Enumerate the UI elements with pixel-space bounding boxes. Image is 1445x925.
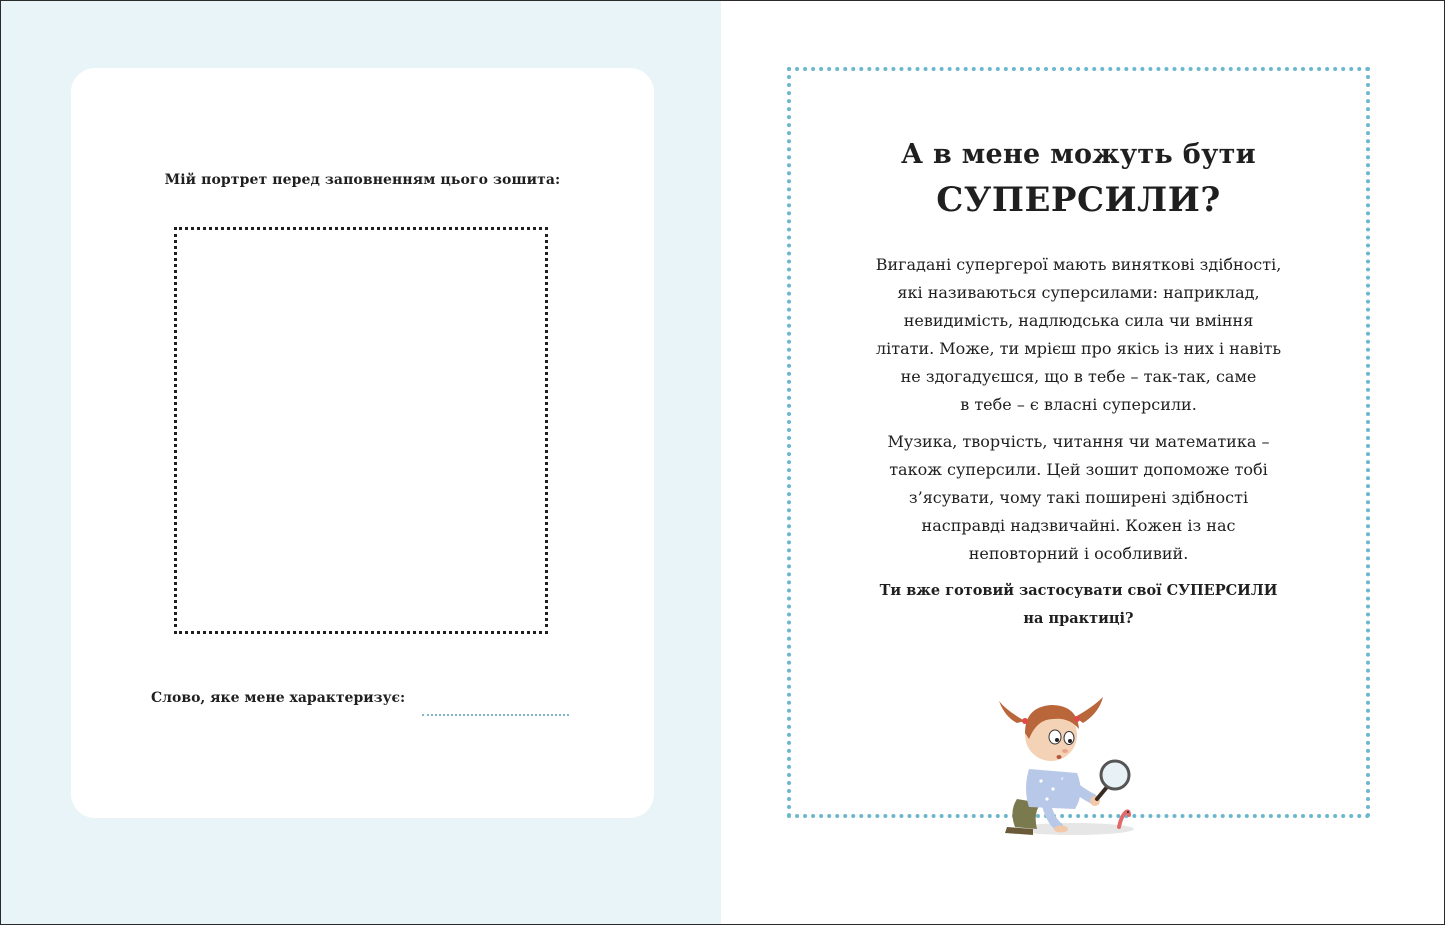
- portrait-drawing-area[interactable]: [174, 227, 548, 634]
- text-line: не здогадуєшся, що в тебе – так-так, саме: [900, 367, 1257, 386]
- word-label: Слово, яке мене характеризує:: [151, 690, 406, 706]
- portrait-caption: Мій портрет перед заповненням цього зошита:: [164, 172, 561, 188]
- paragraph-intro: [837, 251, 1320, 419]
- text-line: Ти вже готовий застосувати свої СУПЕРСИЛИ: [879, 582, 1278, 599]
- text-line: в тебе – є власні суперсили.: [960, 395, 1197, 414]
- text-line: Вигадані супергерої мають виняткові здібності,: [875, 255, 1282, 274]
- text-line: на практиці?: [1023, 610, 1134, 627]
- paragraph-superpowers: [837, 428, 1320, 568]
- text-line: невидимість, надлюдська сила чи вміння: [903, 311, 1254, 330]
- girl-magnifier-illustration: [989, 681, 1169, 841]
- right-page: [721, 1, 1443, 924]
- text-line: які називаються суперсилами: наприклад,: [897, 283, 1260, 302]
- text-line: Музика, творчість, читання чи математика –: [887, 432, 1270, 451]
- page-title-line1: А в мене можуть бути: [900, 139, 1257, 170]
- text-line: насправді надзвичайні. Кожен із нас: [921, 516, 1236, 535]
- text-line: неповторний і особливий.: [968, 544, 1189, 563]
- paragraph-question: [837, 577, 1320, 633]
- word-answer-line[interactable]: [422, 714, 569, 716]
- left-page: [1, 1, 721, 924]
- page-title-line2: СУПЕРСИЛИ?: [936, 180, 1221, 220]
- portrait-card: [71, 68, 654, 818]
- text-line: з’ясувати, чому такі поширені здібності: [908, 488, 1249, 507]
- text-line: літати. Може, ти мрієш про якісь із них і навіть: [875, 339, 1282, 358]
- text-line: також суперсили. Цей зошит допоможе тобі: [889, 460, 1268, 479]
